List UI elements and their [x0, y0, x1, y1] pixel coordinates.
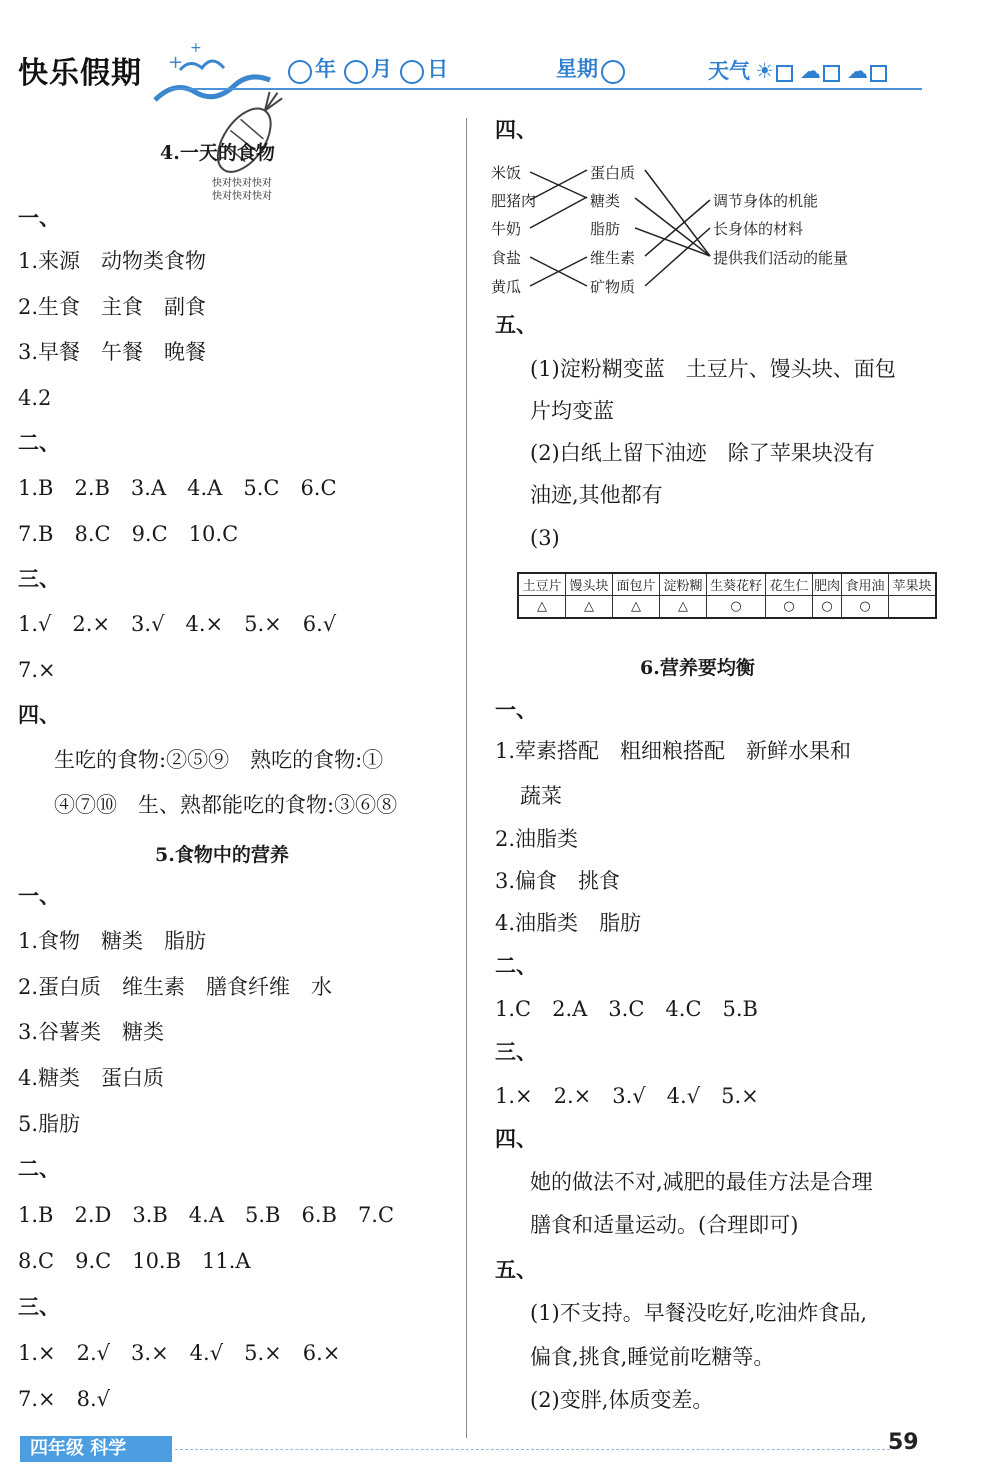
match-function: 调节身体的机能 [713, 192, 819, 210]
answer-line: 8.C 9.C 10.B 11.A [18, 1249, 251, 1273]
match-nutrient: 蛋白质 [590, 164, 636, 182]
answer-line: 4.2 [18, 386, 52, 410]
month-field[interactable] [344, 60, 368, 84]
sun-icon: ☀ [755, 59, 774, 83]
answer-line: 7.B 8.C 9.C 10.C [18, 522, 239, 546]
column-divider [466, 118, 467, 1438]
match-food: 黄瓜 [491, 278, 522, 296]
year-field[interactable] [288, 60, 312, 84]
food-test-table [517, 572, 937, 619]
answer-line: 3.偏食 挑食 [495, 869, 621, 893]
match-function: 长身体的材料 [713, 220, 804, 238]
answer-line: (2)变胖,体质变差。 [530, 1388, 714, 1412]
cloud-rain-icon: ☁ [800, 59, 822, 83]
answer-line: 2.生食 主食 副食 [18, 295, 207, 319]
weather-row: 天气 ☀ ☁ ☁ [708, 55, 889, 85]
table-cell: △ [613, 596, 660, 619]
answer-line: 1.荤素搭配 粗细粮搭配 新鲜水果和 [495, 739, 852, 763]
answer-line: 7.× 8.√ [18, 1387, 111, 1411]
table-cell [889, 596, 937, 619]
answer-line: 2.蛋白质 维生素 膳食纤维 水 [18, 975, 333, 999]
part-heading: 四、 [495, 117, 537, 142]
answer-line: (3) [530, 526, 560, 550]
answer-line: 3.谷薯类 糖类 [18, 1020, 165, 1044]
footer-dashed-line [175, 1449, 890, 1450]
section-6-title: 6.营养要均衡 [640, 657, 755, 679]
table-cell: ○ [842, 596, 889, 619]
part-heading: 一、 [495, 697, 537, 722]
match-food: 牛奶 [491, 220, 522, 238]
part-heading: 三、 [495, 1039, 537, 1064]
cloud-checkbox[interactable] [870, 65, 887, 82]
table-header-cell: 花生仁 [766, 573, 813, 596]
part-heading: 四、 [495, 1126, 537, 1151]
table-row [518, 596, 936, 619]
table-header-cell: 苹果块 [889, 573, 937, 596]
table-header-cell: 馒头块 [566, 573, 613, 596]
answer-line: 她的做法不对,减肥的最佳方法是合理 [530, 1170, 873, 1194]
table-cell: ○ [766, 596, 813, 619]
part-heading: 三、 [18, 1294, 60, 1319]
match-function: 提供我们活动的能量 [713, 249, 849, 267]
answer-line: (2)白纸上留下油迹 除了苹果块没有 [530, 441, 875, 465]
table-header-cell: 生葵花籽 [707, 573, 766, 596]
part-heading: 二、 [18, 1156, 60, 1181]
date-row: 年 月 日 [285, 53, 448, 84]
svg-text:+: + [168, 52, 184, 73]
table-cell: △ [566, 596, 613, 619]
header-underline [170, 88, 922, 90]
part-heading: 四、 [18, 702, 60, 727]
answer-line: 1.× 2.× 3.√ 4.√ 5.× [495, 1084, 759, 1108]
table-header-cell: 肥肉 [813, 573, 842, 596]
svg-text:+: + [190, 40, 202, 56]
answer-line: 1.来源 动物类食物 [18, 249, 207, 273]
grade-subject-tab: 四年级 科学 [20, 1436, 172, 1462]
match-food: 米饭 [491, 164, 522, 182]
watermark-line: 快对快对快对 [212, 191, 272, 202]
answer-line: 1.B 2.D 3.B 4.A 5.B 6.B 7.C [18, 1203, 395, 1227]
answer-line: 4.糖类 蛋白质 [18, 1066, 165, 1090]
part-heading: 一、 [18, 205, 60, 230]
page-number: 59 [888, 1430, 919, 1455]
day-field[interactable] [400, 60, 424, 84]
answer-line: 1.C 2.A 3.C 4.C 5.B [495, 997, 758, 1021]
part-heading: 五、 [495, 1257, 537, 1282]
answer-line: 1.B 2.B 3.A 4.A 5.C 6.C [18, 476, 337, 500]
part-heading: 二、 [495, 953, 537, 978]
match-nutrient: 矿物质 [590, 278, 636, 296]
answer-line: 蔬菜 [520, 784, 562, 808]
answer-line: 2.油脂类 [495, 827, 579, 851]
cloud-icon: ☁ [847, 59, 869, 83]
answer-line: 偏食,挑食,睡觉前吃糖等。 [530, 1345, 775, 1369]
carrot-icon [205, 82, 295, 182]
match-nutrient: 脂肪 [590, 220, 621, 238]
answer-line: (1)淀粉糊变蓝 土豆片、馒头块、面包 [530, 357, 896, 381]
table-row [518, 573, 936, 596]
part-heading: 五、 [495, 312, 537, 337]
table-header-cell: 土豆片 [518, 573, 566, 596]
match-food: 肥猪肉 [491, 192, 537, 210]
answer-line: 5.脂肪 [18, 1112, 81, 1136]
answer-line: 膳食和适量运动。(合理即可) [530, 1213, 799, 1237]
match-nutrient: 维生素 [590, 249, 636, 267]
matching-lines [520, 160, 720, 300]
weekday-row: 星期 [556, 53, 628, 84]
section-5-title: 5.食物中的营养 [155, 844, 289, 866]
answer-line: 生吃的食物:②⑤⑨ 熟吃的食物:① [54, 748, 384, 772]
answer-line: 1.食物 糖类 脂肪 [18, 929, 207, 953]
answer-line: 1.× 2.√ 3.× 4.√ 5.× 6.× [18, 1341, 341, 1365]
part-heading: 三、 [18, 566, 60, 591]
answer-line: ④⑦⑩ 生、熟都能吃的食物:③⑥⑧ [54, 793, 398, 817]
section-4-title: 4.一天的食物 [160, 142, 275, 164]
table-header-cell: 淀粉糊 [660, 573, 707, 596]
answer-line: 3.早餐 午餐 晚餐 [18, 340, 207, 364]
sun-checkbox[interactable] [776, 65, 793, 82]
answer-line: (1)不支持。早餐没吃好,吃油炸食品, [530, 1301, 868, 1325]
brand-title: 快乐假期 [18, 56, 142, 91]
answer-line: 片均变蓝 [530, 399, 614, 423]
answer-line: 油迹,其他都有 [530, 483, 663, 507]
part-heading: 一、 [18, 883, 60, 908]
answer-line: 7.× [18, 658, 56, 682]
part-heading: 二、 [18, 430, 60, 455]
answer-line: 4.油脂类 脂肪 [495, 911, 642, 935]
table-cell: ○ [707, 596, 766, 619]
table-header-cell: 面包片 [613, 573, 660, 596]
rain-checkbox[interactable] [823, 65, 840, 82]
answer-line: 1.√ 2.× 3.√ 4.× 5.× 6.√ [18, 612, 337, 636]
table-cell: ○ [813, 596, 842, 619]
table-cell: △ [518, 596, 566, 619]
table-header-cell: 食用油 [842, 573, 889, 596]
watermark-line: 快对快对快对 [212, 178, 272, 189]
match-food: 食盐 [491, 249, 522, 267]
match-nutrient: 糖类 [590, 192, 621, 210]
weekday-field[interactable] [601, 60, 625, 84]
table-cell: △ [660, 596, 707, 619]
